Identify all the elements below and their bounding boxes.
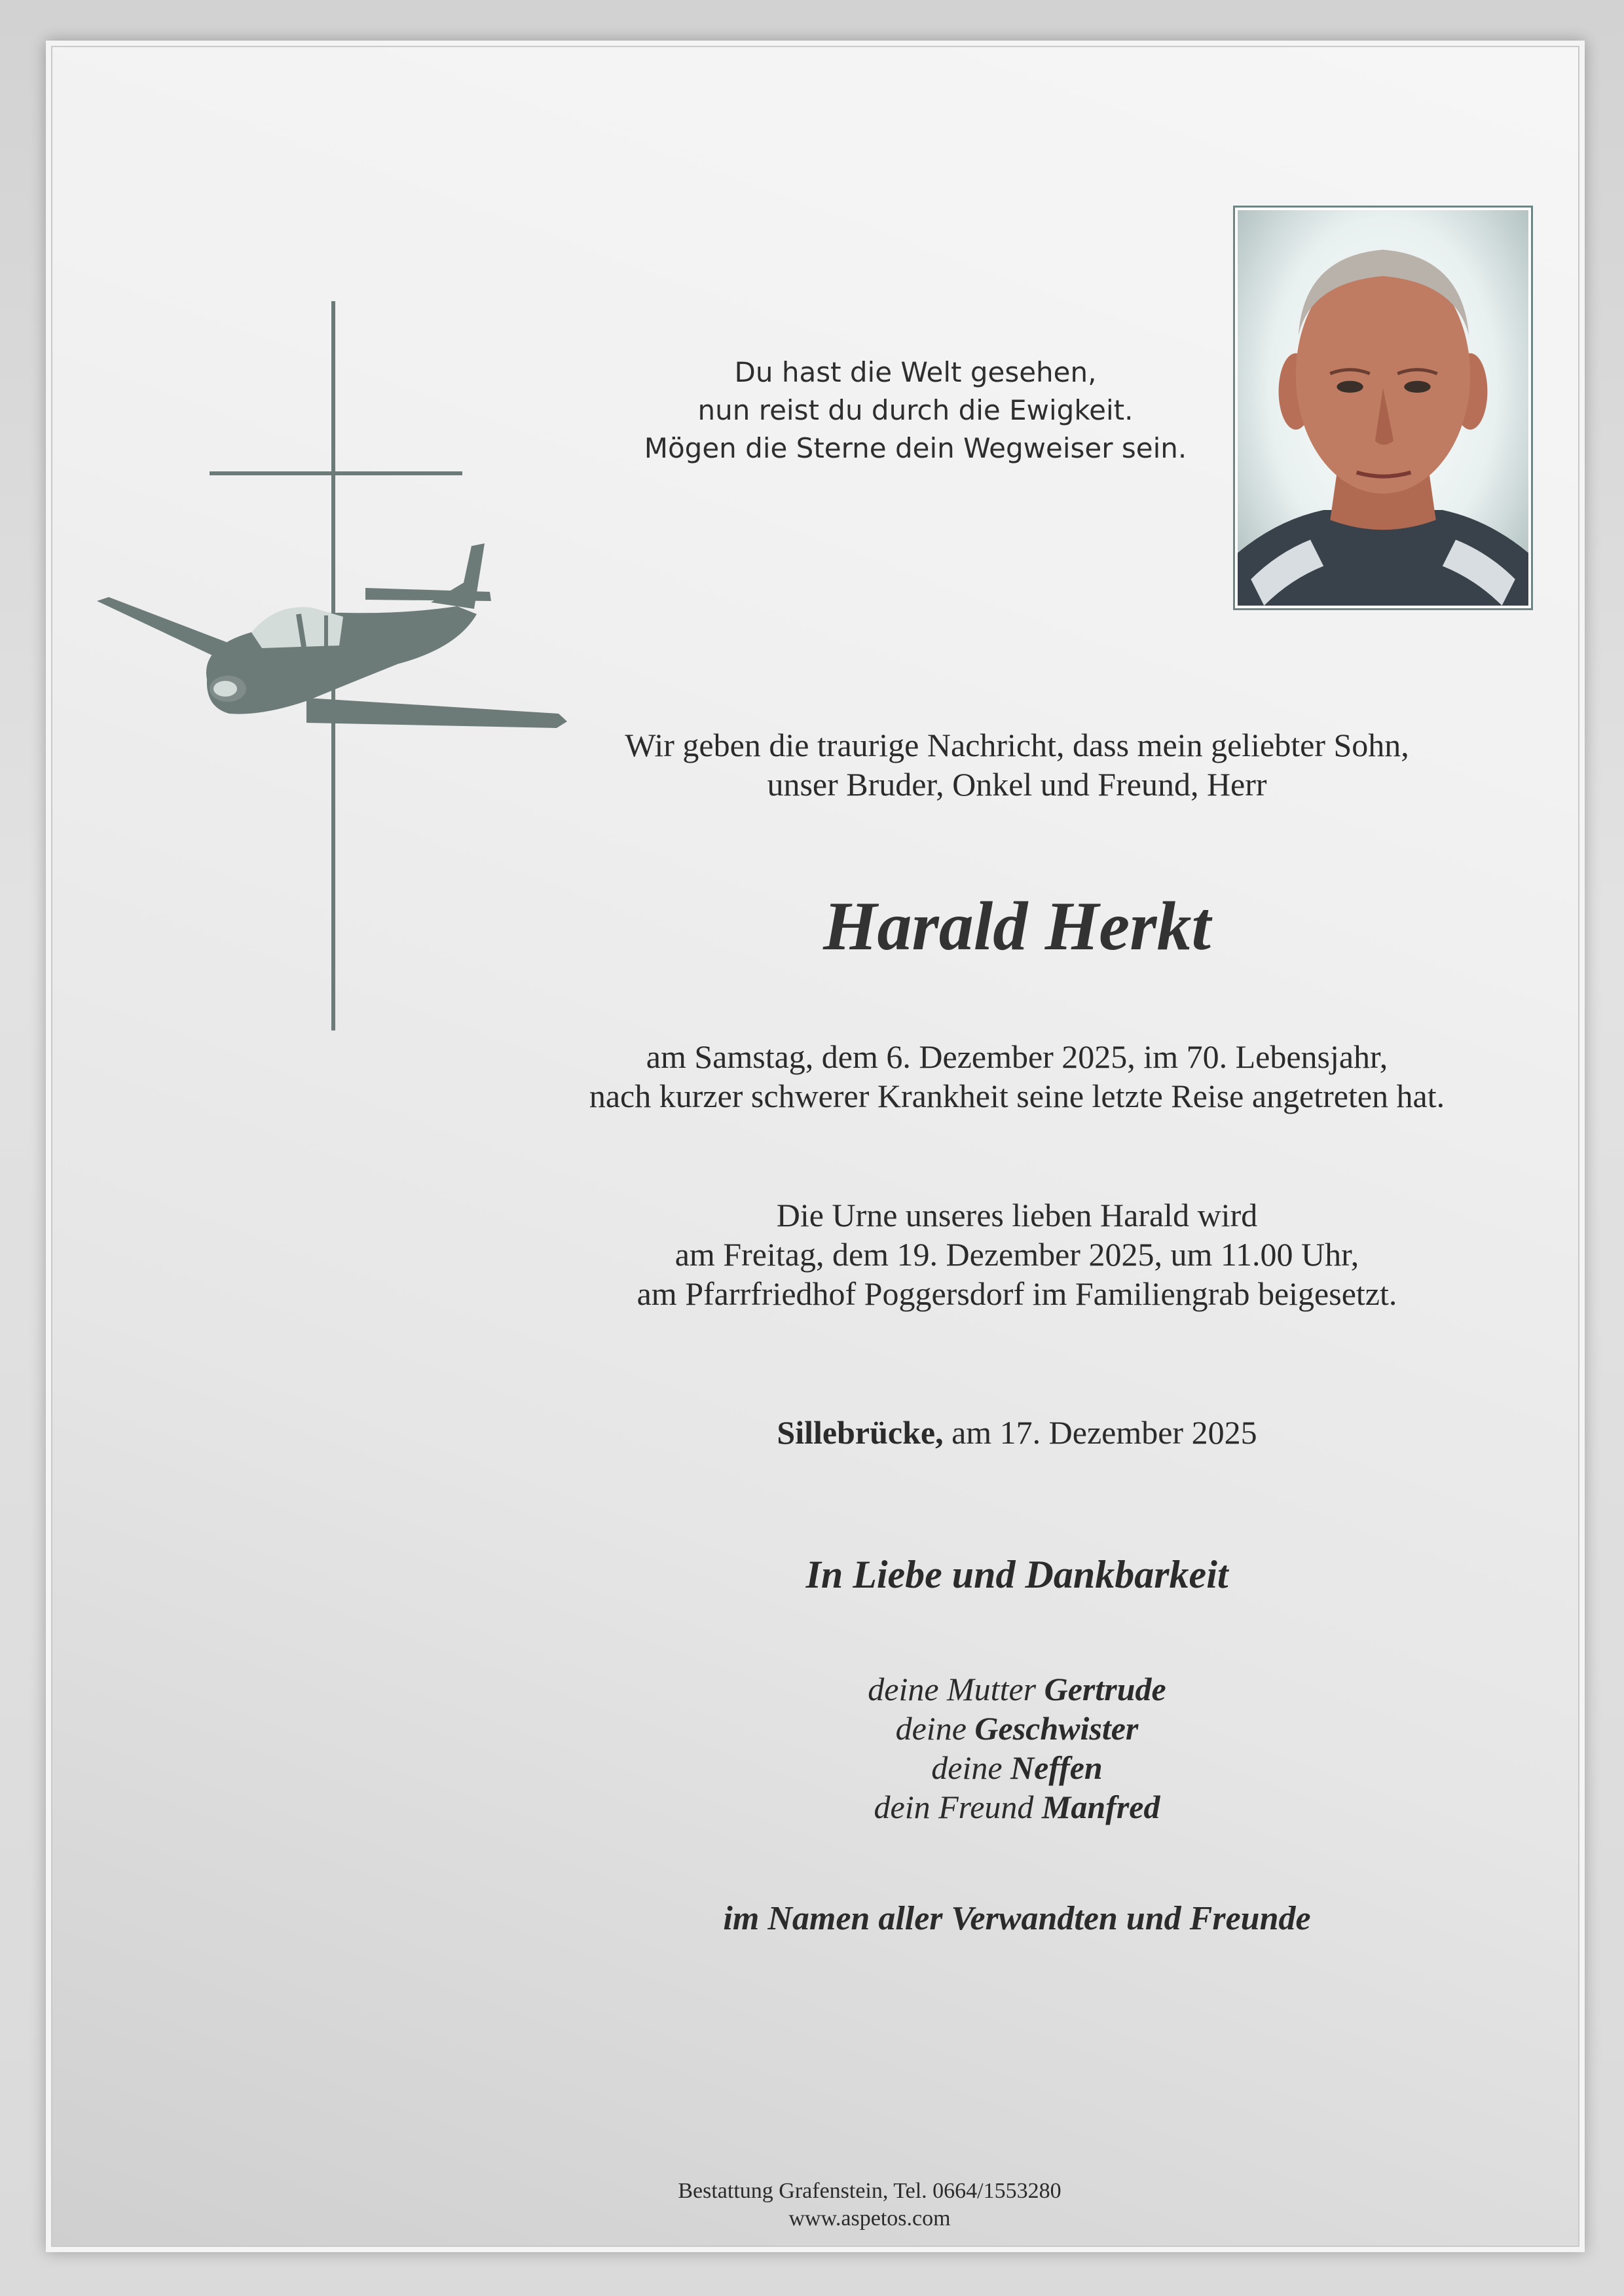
death-info-line: am Samstag, dem 6. Dezember 2025, im 70. Lebensjahr, (646, 1038, 1388, 1075)
obituary-sheet (46, 41, 1585, 2252)
place: Sillebrücke, (777, 1414, 944, 1451)
poem-line: Du hast die Welt gesehen, (734, 356, 1097, 388)
funeral-info-line: am Freitag, dem 19. Dezember 2025, um 11.00 Uhr, (674, 1236, 1359, 1273)
closing-block (509, 1552, 1524, 1597)
closing-text: In Liebe und Dankbarkeit (805, 1553, 1228, 1596)
website-link[interactable]: www.aspetos.com (788, 2206, 951, 2231)
poem (627, 354, 1204, 467)
mourner (509, 1748, 1524, 1787)
portrait-image (1238, 210, 1528, 606)
announcement-line: Wir geben die traurige Nachricht, dass mein geliebter Sohn, (625, 727, 1409, 763)
signoff-text: im Namen aller Verwandten und Freunde (723, 1900, 1311, 1937)
mourner-name: Gertrude (1044, 1671, 1166, 1707)
deceased-name: Harald Herkt (823, 888, 1211, 964)
mourner-relation: deine Mutter (868, 1671, 1044, 1707)
mourner-name: Geschwister (974, 1710, 1139, 1747)
date: am 17. Dezember 2025 (943, 1414, 1257, 1451)
death-info-line: nach kurzer schwerer Krankheit seine letzte Reise angetreten hat. (589, 1078, 1445, 1114)
mourner (509, 1787, 1524, 1827)
funeral-info (509, 1195, 1524, 1313)
mourner-name: Manfred (1041, 1789, 1160, 1825)
announcement-line: unser Bruder, Onkel und Freund, Herr (767, 766, 1267, 803)
mourner-name: Neffen (1010, 1749, 1103, 1786)
footer (509, 2178, 1230, 2232)
portrait-photo (1238, 210, 1528, 606)
place-date-line (509, 1413, 1524, 1452)
mourner-relation: deine (895, 1710, 975, 1747)
mourner (509, 1669, 1524, 1709)
mourner-relation: deine (931, 1749, 1011, 1786)
deceased-name-block (509, 884, 1524, 969)
funeral-info-line: Die Urne unseres lieben Harald wird (776, 1197, 1258, 1233)
death-info (509, 1037, 1524, 1116)
signoff-block (509, 1899, 1524, 1939)
mourners-list (509, 1669, 1524, 1827)
poem-line: Mögen die Sterne dein Wegweiser sein. (644, 432, 1187, 464)
place-date (509, 1413, 1524, 1452)
poem-line: nun reist du durch die Ewigkeit. (697, 394, 1134, 426)
mourner-relation: dein Freund (874, 1789, 1042, 1825)
funeral-info-line: am Pfarrfriedhof Poggersdorf im Familiengrab beigesetzt. (637, 1275, 1397, 1312)
mourner (509, 1709, 1524, 1748)
funeral-home: Bestattung Grafenstein, Tel. 0664/1553280 (678, 2179, 1061, 2203)
portrait-frame (1233, 206, 1533, 610)
announcement (509, 725, 1524, 804)
